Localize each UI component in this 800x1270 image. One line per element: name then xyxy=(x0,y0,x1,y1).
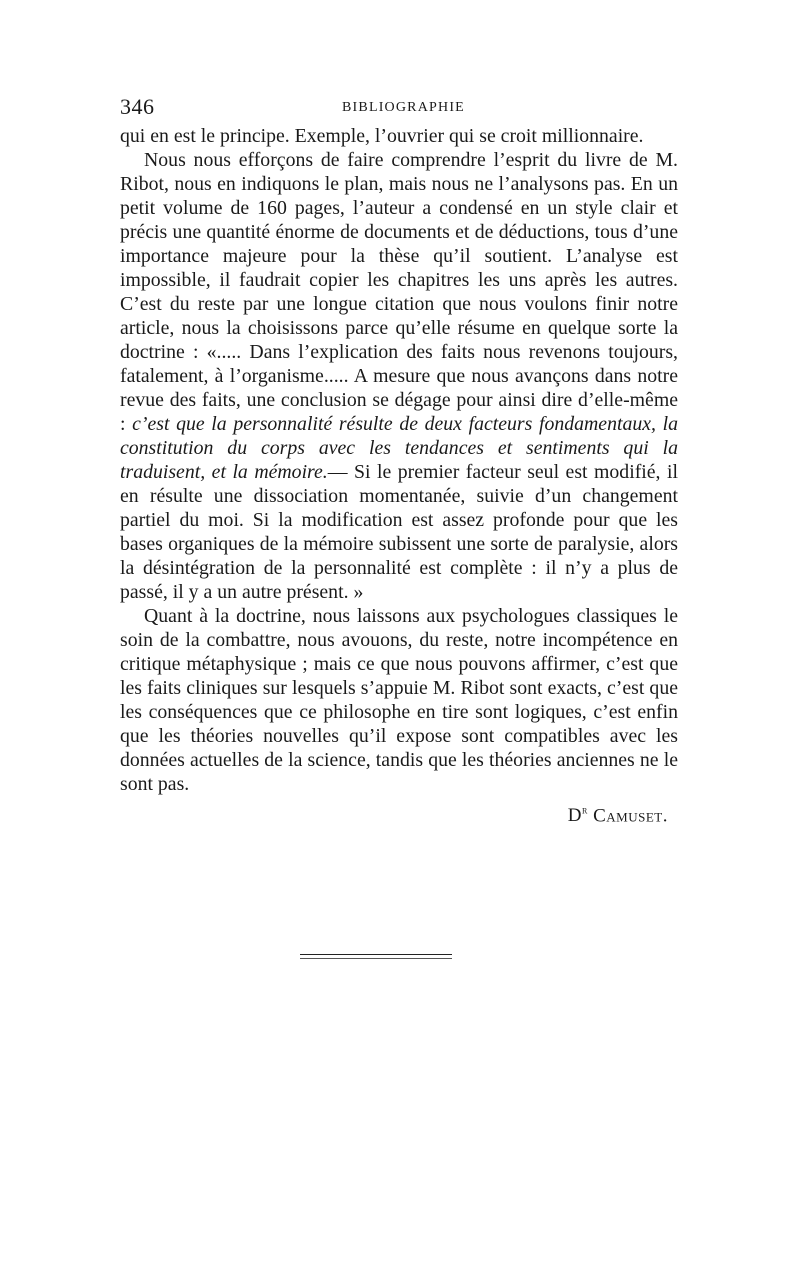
signature-name: Camuset. xyxy=(593,805,668,827)
page-number: 346 xyxy=(120,94,155,119)
signature-prefix-sup: r xyxy=(582,805,588,817)
paragraph-3 xyxy=(120,604,678,796)
paragraph-2-italic-quote: c’est que la personnalité résulte de deux facteurs fondamentaux, la constitution du corps avec les tendances et sentiments qui la traduisent, et la mémoire. xyxy=(120,413,678,483)
closing-rule-thin xyxy=(300,958,452,959)
running-title: BIBLIOGRAPHIE xyxy=(342,100,465,115)
signature xyxy=(120,799,678,828)
body-text xyxy=(120,124,678,828)
paragraph-2-text-b: — Si le premier facteur seul est modifié, il en résulte une dissociation momentanée, suivie d’un changement partiel du moi. Si la modification est assez profonde pour que les bases organiques de la mémoire subissent une sorte de paralysie, alors la désintégration de la personnalité est complète : il n’y a plus de passé, il y a un autre présent. » xyxy=(120,461,678,603)
paragraph-1-text: qui en est le principe. Exemple, l’ouvrier qui se croit millionnaire. xyxy=(120,125,644,147)
signature-prefix: D xyxy=(567,805,583,827)
signature-title xyxy=(568,805,588,826)
paragraph-1 xyxy=(120,124,678,148)
page xyxy=(120,94,678,828)
running-head xyxy=(120,94,678,124)
paragraph-3-text: Quant à la doctrine, nous laissons aux psychologues classiques le soin de la combattre, nous avouons, du reste, notre incompétence en critique métaphysique ; mais ce que nous pouvons affirmer, c’est que les faits cliniques sur lesquels s’appuie M. Ribot sont exacts, c’est que les conséquences que ce philosophe en tire sont logiques, c’est enfin que les théories nouvelles qu’il expose sont compatibles avec les données actuelles de la science, tandis que les théories anciennes ne le sont pas. xyxy=(120,605,678,795)
paragraph-2 xyxy=(120,148,678,604)
closing-rule xyxy=(300,954,452,955)
paragraph-2-text-a: Nous nous efforçons de faire comprendre l’esprit du livre de M. Ribot, nous en indiquons le plan, mais nous ne l’analysons pas. En un petit volume de 160 pages, l’auteur a condensé en un style clair et précis une quantité énorme de documents et de déductions, tous d’une importance majeure pour la thèse qu’il soutient. L’analyse est impossible, il faudrait copier les chapitres les uns après les autres. C’est du reste par une longue citation que nous voulons finir notre article, nous la choisissons parce qu’elle résume en quelque sorte la doctrine : «..... Dans l’explication des faits nous revenons toujours, fatalement, à l’organisme..... A mesure que nous avançons dans notre revue des faits, une conclusion se dégage pour ainsi dire d’elle-même : xyxy=(120,149,678,435)
